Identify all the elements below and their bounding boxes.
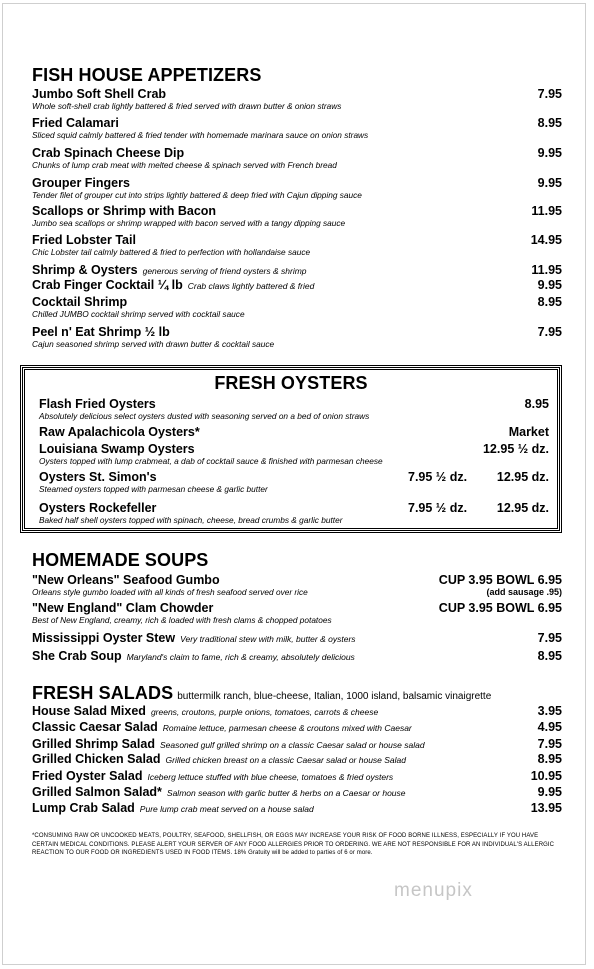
item-name: Grouper Fingers [32,176,130,190]
salads-heading: FRESH SALADS [32,683,174,703]
item-price: 8.95 [537,295,562,309]
item-description: Seasoned gulf grilled shrimp on a classic Caesar salad or house salad [159,740,425,750]
item-name: House Salad Mixed [32,704,146,718]
sausage-note: (add sausage .95) [486,587,562,597]
item-name: Flash Fried Oysters [39,397,156,411]
item-price: 9.95 [537,176,562,190]
item-description: Salmon season with garlic butter & herbs on a Caesar or house [166,788,406,798]
item-description: Very traditional stew with milk, butter & oysters [180,634,356,644]
menu-item [32,704,562,718]
item-price: 13.95 [530,801,562,815]
item-price-half: 7.95 ½ dz. [408,470,468,484]
item-price: 12.95 dz. [496,501,549,515]
item-name: Raw Apalachicola Oysters* [39,425,200,439]
menu-item [32,87,562,111]
item-description: Sliced squid calmly battered & fried tender with homemade marinara sauce on onion straws [32,130,369,140]
item-description: Chic Lobster tail calmly battered & fried to perfection with hollandaise sauce [32,247,311,257]
menu-item [39,397,549,421]
menu-item [32,116,562,140]
item-name: Louisiana Swamp Oysters [39,442,195,456]
item-price: 9.95 [537,785,562,799]
allergy-disclaimer: *CONSUMING RAW OR UNCOOKED MEATS, POULTRY, SEAFOOD, SHELLFISH, OR EGGS MAY INCREASE YOUR RISK OF FOOD BORNE ILLNESS, ESPECIALLY IF YOU HAVE CERTAIN MEDICAL CONDITIONS. PLEASE ALERT YOUR SERVER OF ANY FOOD ALLERGIES PRIOR TO ORDERING. WE ARE NOT RESPONSIBLE FOR AN INDIVIDUAL'S ALLERGIC REACTION TO OUR FOOD OR INGREDIENTS USED IN FOOD ITEMS. 18% Gratuity will be added to parties of 6 or more. [32,833,555,857]
item-price: 11.95 [531,204,562,218]
menu-item [32,601,562,625]
item-description: Chunks of lump crab meat with melted cheese & spinach served with French bread [32,160,337,170]
item-name: Grilled Salmon Salad* [32,785,162,799]
item-name: Fried Calamari [32,116,119,130]
item-price: 12.95 ½ dz. [482,442,549,456]
item-price: 12.95 dz. [496,470,549,484]
item-description: Absolutely delicious select oysters dusted with seasoning served on a bed of onion straws [39,411,370,421]
oysters-box [22,367,560,531]
item-name: Crab Finger Cocktail ¼ lb [32,278,183,292]
item-description: greens, croutons, purple onions, tomatoes, carrots & cheese [150,707,379,717]
item-name: Grilled Shrimp Salad [32,737,155,751]
item-name: "New England" Clam Chowder [32,601,214,615]
menu-item [32,146,562,170]
item-name: Cocktail Shrimp [32,295,128,309]
item-name: Lump Crab Salad [32,801,135,815]
item-price: 8.95 [524,397,549,411]
item-description: Tender filet of grouper cut into strips lightly battered & deep fried with Cajun dipping sauce [32,190,362,200]
item-description: Oysters topped with lump crabmeat, a dab of cocktail sauce & finished with parmesan cheese [39,456,383,466]
menu-item [32,573,562,597]
menu-item [32,769,562,783]
menu-item [32,649,562,663]
item-description: Maryland's claim to fame, rich & creamy, absolutely delicious [126,652,355,662]
item-name: Fried Oyster Salad [32,769,143,783]
menu-item [32,752,562,766]
item-name: Peel n' Eat Shrimp ½ lb [32,325,170,339]
menu-item [32,176,562,200]
item-description: generous serving of friend oysters & shrimp [142,266,307,276]
item-name: "New Orleans" Seafood Gumbo [32,573,220,587]
menu-item [32,233,562,257]
item-description: Cajun seasoned shrimp served with drawn butter & cocktail sauce [32,339,275,349]
item-description: Iceberg lettuce stuffed with blue cheese, tomatoes & fried oysters [147,772,394,782]
item-price: 7.95 [537,87,562,101]
item-name: Oysters Rockefeller [39,501,157,515]
menupix-watermark: menupix [394,880,473,901]
menu-item [32,295,562,319]
menu-item [32,785,562,799]
oysters-title: FRESH OYSTERS [214,373,368,393]
item-price: 11.95 [531,263,562,277]
item-price: 8.95 [537,116,562,130]
item-price-half: 7.95 ½ dz. [408,501,468,515]
menu-item [32,631,562,645]
item-name: Mississippi Oyster Stew [32,631,176,645]
item-price: 9.95 [537,146,562,160]
item-name: Shrimp & Oysters [32,263,138,277]
item-name: Grilled Chicken Salad [32,752,161,766]
menu-item [32,204,562,228]
item-price: Market [508,425,549,439]
menu-item [39,501,549,525]
item-description: Whole soft-shell crab lightly battered & fried served with drawn butter & onion straws [32,101,342,111]
item-price: CUP 3.95 BOWL 6.95 [438,573,562,587]
item-price: 7.95 [537,631,562,645]
menu-item [32,720,562,734]
item-description: Steamed oysters topped with parmesan cheese & garlic butter [39,484,268,494]
item-price: 8.95 [537,649,562,663]
item-name: Classic Caesar Salad [32,720,158,734]
item-description: Crab claws lightly battered & fried [187,281,315,291]
item-price: CUP 3.95 BOWL 6.95 [438,601,562,615]
item-price: 7.95 [537,737,562,751]
item-price: 8.95 [537,752,562,766]
item-name: Oysters St. Simon's [39,470,157,484]
item-description: Pure lump crab meat served on a house salad [139,804,314,814]
item-price: 3.95 [537,704,562,718]
menu-item [32,278,562,292]
item-name: Crab Spinach Cheese Dip [32,146,185,160]
menu-item [39,442,549,466]
item-description: Orleans style gumbo loaded with all kinds of fresh seafood served over rice [32,587,308,597]
dressing-options: buttermilk ranch, blue-cheese, Italian, 1000 island, balsamic vinaigrette [177,691,492,702]
item-description: Romaine lettuce, parmesan cheese & croutons mixed with Caesar [162,723,412,733]
item-name: Fried Lobster Tail [32,233,136,247]
item-description: Jumbo sea scallops or shrimp wrapped with bacon served with a tangy dipping sauce [32,218,346,228]
menu-item [32,325,562,349]
item-description: Baked half shell oysters topped with spinach, cheese, bread crumbs & garlic butter [39,515,343,525]
item-description: Best of New England, creamy, rich & loaded with fresh clams & chopped potatoes [32,615,332,625]
menu-item [39,470,549,494]
item-description: Grilled chicken breast on a classic Caesar salad or house Salad [165,755,407,765]
menu-item [39,425,549,439]
item-name: Scallops or Shrimp with Bacon [32,204,217,218]
menu-item [32,801,562,815]
soups-title: HOMEMADE SOUPS [32,550,209,570]
item-description: Chilled JUMBO cocktail shrimp served with cocktail sauce [32,309,245,319]
menu-item [32,263,562,277]
item-price: 10.95 [530,769,562,783]
item-name: She Crab Soup [32,649,122,663]
item-price: 7.95 [537,325,562,339]
item-price: 14.95 [530,233,562,247]
appetizers-title: FISH HOUSE APPETIZERS [32,65,262,85]
item-price: 4.95 [537,720,562,734]
item-name: Jumbo Soft Shell Crab [32,87,167,101]
menu-item [32,737,562,751]
item-price: 9.95 [537,278,562,292]
